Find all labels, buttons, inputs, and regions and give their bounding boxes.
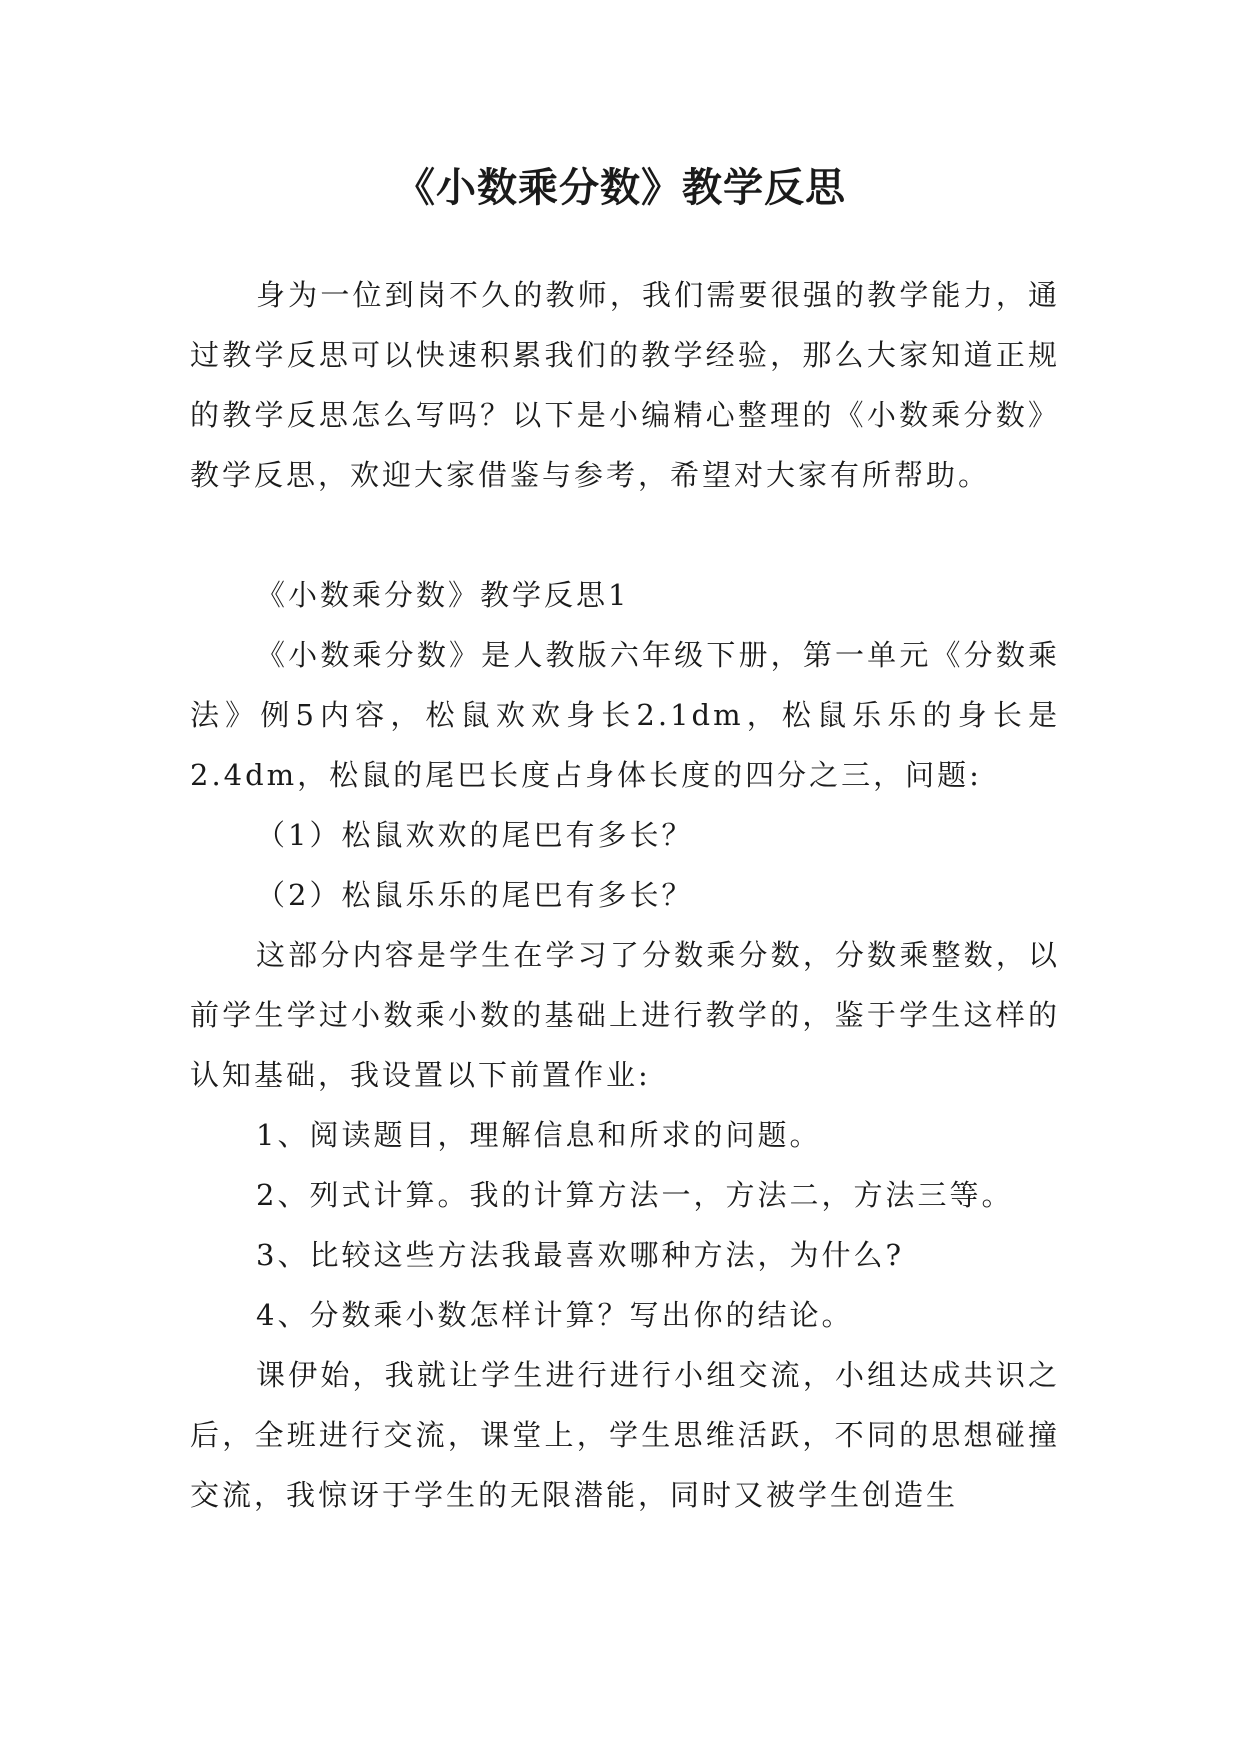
intro-paragraph: 身为一位到岗不久的教师，我们需要很强的教学能力，通过教学反思可以快速积累我们的教学经验，那么大家知道正规的教学反思怎么写吗？以下是小编精心整理的《小数乘分数》教学反思，欢迎大家借鉴与参考，希望对大家有所帮助。 [190, 278, 1060, 492]
question-1: （1）松鼠欢欢的尾巴有多长？ [256, 818, 694, 852]
task-item-3: 3、比较这些方法我最喜欢哪种方法，为什么? [256, 1238, 904, 1272]
question-2: （2）松鼠乐乐的尾巴有多长？ [256, 878, 694, 912]
document-title: 《小数乘分数》教学反思 [395, 164, 846, 211]
body-paragraph-2: 这部分内容是学生在学习了分数乘分数，分数乘整数，以前学生学过小数乘小数的基础上进行教学的，鉴于学生这样的认知基础，我设置以下前置作业: [190, 938, 1060, 1092]
body-paragraph-3: 课伊始，我就让学生进行进行小组交流，小组达成共识之后，全班进行交流，课堂上，学生思维活跃，不同的思想碰撞交流，我惊讶于学生的无限潜能，同时又被学生创造生 [190, 1358, 1060, 1512]
section-heading: 《小数乘分数》教学反思1 [256, 578, 630, 612]
body-paragraph-1: 《小数乘分数》是人教版六年级下册，第一单元《分数乘法》例5内容，松鼠欢欢身长2.1dm，松鼠乐乐的身长是2.4dm，松鼠的尾巴长度占身体长度的四分之三，问题: [190, 638, 1060, 792]
task-item-4: 4、分数乘小数怎样计算？写出你的结论。 [256, 1298, 854, 1332]
task-item-2: 2、列式计算。我的计算方法一，方法二，方法三等。 [256, 1178, 1014, 1212]
task-item-1: 1、阅读题目，理解信息和所求的问题。 [256, 1118, 822, 1152]
